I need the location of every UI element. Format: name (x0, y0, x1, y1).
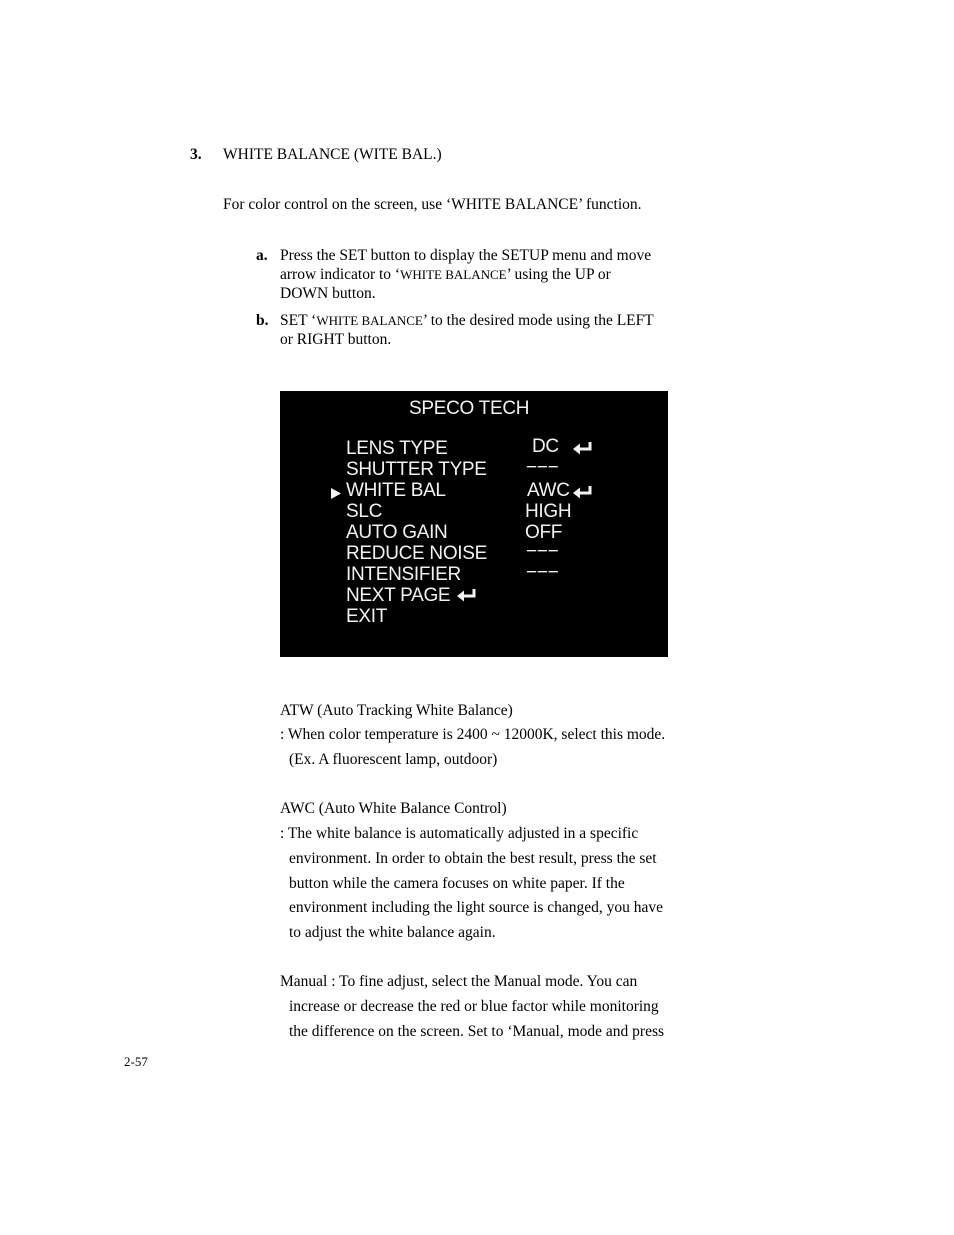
step-line (280, 265, 611, 284)
step-letter: a. (256, 247, 268, 264)
step-text: ’ using the UP or (506, 266, 611, 283)
step-smallcaps-text: WHITE BALANCE (400, 267, 507, 282)
osd-value-white-bal: AWC (527, 480, 570, 501)
step-letter: b. (256, 312, 269, 329)
triangle-pointer-icon (331, 486, 341, 504)
step-text: SET ‘ (280, 312, 317, 329)
mode-line: : When color temperature is 2400 ~ 12000K, select this mode. (280, 726, 666, 743)
mode-line: : The white balance is automatically adjusted in a specific (280, 825, 639, 842)
osd-label-lens-type: LENS TYPE (346, 438, 448, 459)
osd-value-lens-type: DC (532, 436, 559, 457)
mode-heading: ATW (Auto Tracking White Balance) (280, 702, 513, 719)
section-number: 3. (190, 146, 202, 163)
osd-label-white-bal: WHITE BAL (346, 480, 446, 501)
osd-label-slc: SLC (346, 501, 383, 522)
step-line: DOWN button. (280, 285, 376, 302)
step-text: arrow indicator to ‘ (280, 266, 401, 283)
osd-label-shutter-type: SHUTTER TYPE (346, 459, 487, 480)
enter-arrow-icon (457, 588, 477, 602)
mode-line: (Ex. A fluorescent lamp, outdoor) (289, 751, 498, 768)
enter-arrow-icon (573, 441, 593, 455)
page-number: 2-57 (124, 1054, 148, 1069)
step-line: Press the SET button to display the SETUP menu and move (280, 247, 652, 264)
step-line (280, 311, 654, 330)
mode-line: the difference on the screen. Set to ‘Manual, mode and press (289, 1023, 665, 1040)
osd-label-exit: EXIT (346, 606, 388, 627)
mode-line: button while the camera focuses on white paper. If the (289, 875, 625, 892)
osd-menu-screenshot (280, 391, 668, 657)
step-text: ’ to the desired mode using the LEFT (422, 312, 654, 329)
osd-value-slc: HIGH (525, 501, 572, 522)
osd-value-shutter-type: −−− (526, 457, 559, 478)
osd-value-intensifier: −−− (526, 562, 559, 583)
osd-title: SPECO TECH (409, 398, 530, 419)
mode-heading: AWC (Auto White Balance Control) (280, 800, 507, 817)
enter-arrow-icon (573, 485, 593, 499)
mode-line: Manual : To fine adjust, select the Manual mode. You can (280, 973, 638, 990)
osd-label-auto-gain: AUTO GAIN (346, 522, 448, 543)
mode-line: to adjust the white balance again. (289, 924, 496, 941)
step-smallcaps-text: WHITE BALANCE (316, 313, 423, 328)
section-intro: For color control on the screen, use ‘WHITE BALANCE’ function. (223, 196, 642, 213)
osd-value-reduce-noise: −−− (526, 541, 559, 562)
mode-line: environment. In order to obtain the best result, press the set (289, 850, 657, 867)
mode-line: environment including the light source is changed, you have (289, 899, 664, 916)
osd-label-reduce-noise: REDUCE NOISE (346, 543, 488, 564)
mode-line: increase or decrease the red or blue factor while monitoring (289, 998, 659, 1015)
osd-label-next-page: NEXT PAGE (346, 585, 451, 606)
step-line: or RIGHT button. (280, 331, 392, 348)
osd-label-intensifier: INTENSIFIER (346, 564, 461, 585)
osd-value-auto-gain: OFF (525, 522, 563, 543)
section-title: WHITE BALANCE (WITE BAL.) (223, 146, 442, 163)
